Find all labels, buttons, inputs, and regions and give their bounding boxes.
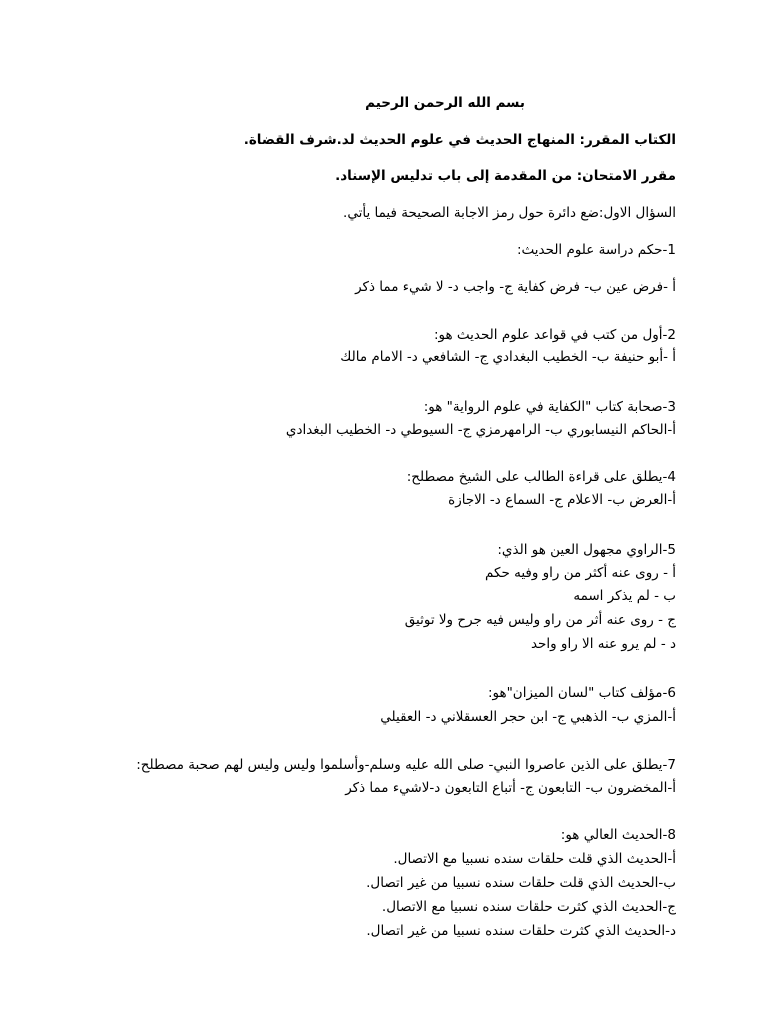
question-8-option-b: ب-الحديث الذي قلت حلقات سنده نسبيا من غير اتصال. xyxy=(366,875,676,891)
question-6-options: أ-المزي ب- الذهبي ج- ابن حجر العسقلاني د- العقيلي xyxy=(380,709,676,725)
question-2-options: أ -أبو حنيفة ب- الخطيب البغدادي ج- الشافعي د- الامام مالك xyxy=(340,349,676,365)
question-5-option-a: أ - روى عنه أكثر من راو وفيه حكم xyxy=(485,565,676,581)
question-4-stem: 4-يطلق على قراءة الطالب على الشيخ مصطلح: xyxy=(406,469,676,485)
question-5-stem: 5-الراوي مجهول العين هو الذي: xyxy=(497,542,676,558)
question-8-option-d: د-الحديث الذي كثرت حلقات سنده نسبيا من غير اتصال. xyxy=(366,923,676,939)
question-1-options: أ -فرض عين ب- فرض كفاية ج- واجب د- لا شيء مما ذكر xyxy=(355,279,676,295)
book-line: الكتاب المقرر: المنهاج الحديث في علوم الحديث لد.شرف القضاة. xyxy=(243,132,676,148)
instruction: السؤال الاول:ضع دائرة حول رمز الاجابة الصحيحة فيما يأتي. xyxy=(343,205,676,221)
question-5-option-d: د - لم يرو عنه الا راو واحد xyxy=(530,636,676,652)
question-5-option-b: ب - لم يذكر اسمه xyxy=(573,588,676,604)
question-6-stem: 6-مؤلف كتاب "لسان الميزان"هو: xyxy=(487,685,676,701)
question-2-stem: 2-أول من كتب في قواعد علوم الحديث هو: xyxy=(433,327,676,343)
question-7-stem: 7-يطلق على الذين عاصروا النبي- صلى الله عليه وسلم-وأسلموا وليس وليس لهم صحبة مصطلح: xyxy=(136,757,676,773)
question-8-stem: 8-الحديث العالي هو: xyxy=(560,827,676,843)
question-3-options: أ-الحاكم النيسابوري ب- الرامهرمزي ج- السيوطي د- الخطيب البغدادي xyxy=(285,422,676,438)
question-4-options: أ-العرض ب- الاعلام ج- السماع د- الاجازة xyxy=(448,492,676,508)
question-8-option-a: أ-الحديث الذي قلت حلقات سنده نسبيا مع الاتصال. xyxy=(393,851,676,867)
question-3-stem: 3-صحابة كتاب "الكفاية في علوم الرواية" هو: xyxy=(423,399,676,415)
exam-scope: مقرر الامتحان: من المقدمة إلى باب تدليس الإسناد. xyxy=(335,168,676,184)
question-7-options: أ-المخضرون ب- التابعون ج- أتباع التابعون د-لاشيء مما ذكر xyxy=(345,780,676,796)
basmala: بسم الله الرحمن الرحيم xyxy=(365,95,525,111)
question-5-option-c: ج - روى عنه أثر من راو وليس فيه جرح ولا توثيق xyxy=(404,612,676,628)
question-8-option-c: ج-الحديث الذي كثرت حلقات سنده نسبيا مع الاتصال. xyxy=(381,899,676,915)
question-1-stem: 1-حكم دراسة علوم الحديث: xyxy=(516,242,676,258)
